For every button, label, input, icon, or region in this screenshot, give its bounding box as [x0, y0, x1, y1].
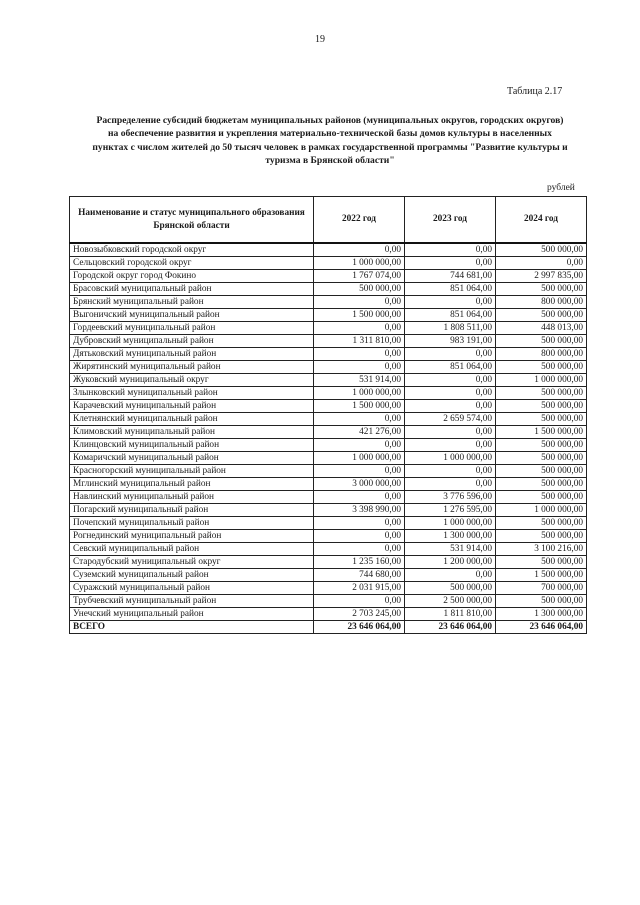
table-row	[70, 322, 587, 335]
value-2023: 851 064,00	[405, 283, 496, 296]
municipality-name: Унечский муниципальный район	[70, 608, 314, 621]
table-header-row	[70, 197, 587, 244]
value-2023: 0,00	[405, 348, 496, 361]
municipality-name: Жирятинский муниципальный район	[70, 361, 314, 374]
value-2024: 500 000,00	[496, 361, 587, 374]
title-line: пунктах с числом жителей до 50 тысяч человек в рамках государственной программы "Развитие культуры и	[92, 141, 568, 153]
value-2022: 1 000 000,00	[314, 387, 405, 400]
value-2023: 0,00	[405, 569, 496, 582]
value-2022: 0,00	[314, 361, 405, 374]
value-2023: 983 191,00	[405, 335, 496, 348]
value-2024: 1 000 000,00	[496, 374, 587, 387]
municipality-name: Карачевский муниципальный район	[70, 400, 314, 413]
value-2024: 1 500 000,00	[496, 426, 587, 439]
value-2023: 3 776 596,00	[405, 491, 496, 504]
municipality-name: Жуковский муниципальный округ	[70, 374, 314, 387]
table-row	[70, 283, 587, 296]
value-2024: 500 000,00	[496, 413, 587, 426]
value-2022: 0,00	[314, 530, 405, 543]
value-2022: 1 500 000,00	[314, 309, 405, 322]
total-value: 23 646 064,00	[496, 621, 587, 634]
municipality-name: Новозыбковский городской округ	[70, 243, 314, 257]
table-row	[70, 582, 587, 595]
municipality-name: Почепский муниципальный район	[70, 517, 314, 530]
value-2022: 3 398 990,00	[314, 504, 405, 517]
value-2023: 1 811 810,00	[405, 608, 496, 621]
table-row	[70, 569, 587, 582]
header-2024: 2024 год	[496, 197, 587, 244]
value-2023: 1 000 000,00	[405, 517, 496, 530]
value-2022: 1 311 810,00	[314, 335, 405, 348]
header-municipality: Наименование и статус муниципального образования Брянской области	[70, 197, 314, 244]
table-body	[70, 243, 587, 634]
municipality-name: Гордеевский муниципальный район	[70, 322, 314, 335]
municipality-name: Городской округ город Фокино	[70, 270, 314, 283]
value-2024: 500 000,00	[496, 387, 587, 400]
value-2024: 1 500 000,00	[496, 569, 587, 582]
value-2023: 744 681,00	[405, 270, 496, 283]
total-value: 23 646 064,00	[405, 621, 496, 634]
total-row	[70, 621, 587, 634]
value-2022: 1 235 160,00	[314, 556, 405, 569]
table-row	[70, 543, 587, 556]
value-2024: 500 000,00	[496, 465, 587, 478]
municipality-name: Комаричский муниципальный район	[70, 452, 314, 465]
value-2023: 500 000,00	[405, 582, 496, 595]
value-2024: 500 000,00	[496, 491, 587, 504]
value-2024: 500 000,00	[496, 283, 587, 296]
value-2024: 500 000,00	[496, 309, 587, 322]
municipality-name: Мглинский муниципальный район	[70, 478, 314, 491]
value-2024: 500 000,00	[496, 243, 587, 257]
value-2022: 0,00	[314, 517, 405, 530]
value-2022: 2 031 915,00	[314, 582, 405, 595]
total-value: 23 646 064,00	[314, 621, 405, 634]
value-2022: 1 767 074,00	[314, 270, 405, 283]
value-2023: 1 200 000,00	[405, 556, 496, 569]
value-2023: 0,00	[405, 257, 496, 270]
municipality-name: Злынковский муниципальный район	[70, 387, 314, 400]
value-2022: 0,00	[314, 243, 405, 257]
table-row	[70, 465, 587, 478]
value-2024: 500 000,00	[496, 439, 587, 452]
table-row	[70, 517, 587, 530]
value-2022: 744 680,00	[314, 569, 405, 582]
table-row	[70, 387, 587, 400]
value-2024: 500 000,00	[496, 335, 587, 348]
value-2024: 1 300 000,00	[496, 608, 587, 621]
municipality-name: Клетнянский муниципальный район	[70, 413, 314, 426]
table-row	[70, 608, 587, 621]
table-row	[70, 270, 587, 283]
value-2022: 0,00	[314, 322, 405, 335]
table-row	[70, 413, 587, 426]
value-2023: 1 300 000,00	[405, 530, 496, 543]
value-2024: 800 000,00	[496, 296, 587, 309]
municipality-name: Рогнединский муниципальный район	[70, 530, 314, 543]
value-2024: 2 997 835,00	[496, 270, 587, 283]
value-2024: 3 100 216,00	[496, 543, 587, 556]
value-2022: 0,00	[314, 348, 405, 361]
value-2022: 1 500 000,00	[314, 400, 405, 413]
municipality-name: Навлинский муниципальный район	[70, 491, 314, 504]
value-2022: 0,00	[314, 491, 405, 504]
value-2023: 0,00	[405, 374, 496, 387]
value-2024: 500 000,00	[496, 452, 587, 465]
value-2024: 500 000,00	[496, 556, 587, 569]
value-2022: 2 703 245,00	[314, 608, 405, 621]
value-2023: 2 659 574,00	[405, 413, 496, 426]
table-row	[70, 556, 587, 569]
table-row	[70, 400, 587, 413]
value-2023: 851 064,00	[405, 361, 496, 374]
municipality-name: Дятьковский муниципальный район	[70, 348, 314, 361]
value-2023: 2 500 000,00	[405, 595, 496, 608]
value-2023: 531 914,00	[405, 543, 496, 556]
header-2022: 2022 год	[314, 197, 405, 244]
value-2022: 500 000,00	[314, 283, 405, 296]
document-title	[70, 114, 590, 167]
table-row	[70, 595, 587, 608]
table-row	[70, 243, 587, 257]
title-line: на обеспечение развития и укрепления материально-технической базы домов культуры в населенных	[108, 128, 552, 140]
value-2023: 0,00	[405, 465, 496, 478]
table-row	[70, 426, 587, 439]
table-row	[70, 309, 587, 322]
table-row	[70, 374, 587, 387]
value-2024: 800 000,00	[496, 348, 587, 361]
value-2023: 1 276 595,00	[405, 504, 496, 517]
table-row	[70, 452, 587, 465]
value-2023: 0,00	[405, 243, 496, 257]
header-2023: 2023 год	[405, 197, 496, 244]
units-label: рублей	[547, 183, 575, 193]
table-row	[70, 257, 587, 270]
value-2023: 0,00	[405, 426, 496, 439]
value-2024: 500 000,00	[496, 517, 587, 530]
value-2022: 1 000 000,00	[314, 452, 405, 465]
table-row	[70, 439, 587, 452]
value-2024: 500 000,00	[496, 530, 587, 543]
title-line: Распределение субсидий бюджетам муниципальных районов (муниципальных округов, городских округов)	[96, 115, 564, 126]
table-row	[70, 504, 587, 517]
value-2022: 0,00	[314, 413, 405, 426]
total-label: ВСЕГО	[70, 621, 314, 634]
value-2022: 531 914,00	[314, 374, 405, 387]
municipality-name: Брасовский муниципальный район	[70, 283, 314, 296]
value-2022: 421 276,00	[314, 426, 405, 439]
value-2023: 0,00	[405, 478, 496, 491]
table-row	[70, 478, 587, 491]
value-2023: 0,00	[405, 296, 496, 309]
table-row	[70, 491, 587, 504]
value-2023: 0,00	[405, 400, 496, 413]
value-2022: 0,00	[314, 543, 405, 556]
value-2022: 3 000 000,00	[314, 478, 405, 491]
value-2022: 0,00	[314, 439, 405, 452]
table-row	[70, 335, 587, 348]
title-line: туризма в Брянской области"	[265, 154, 395, 166]
subsidy-table	[69, 196, 587, 634]
value-2023: 851 064,00	[405, 309, 496, 322]
value-2022: 1 000 000,00	[314, 257, 405, 270]
table-row	[70, 530, 587, 543]
municipality-name: Выгоничский муниципальный район	[70, 309, 314, 322]
value-2024: 0,00	[496, 257, 587, 270]
value-2023: 1 000 000,00	[405, 452, 496, 465]
value-2022: 0,00	[314, 595, 405, 608]
value-2024: 500 000,00	[496, 595, 587, 608]
municipality-name: Дубровский муниципальный район	[70, 335, 314, 348]
table-label: Таблица 2.17	[507, 86, 563, 97]
value-2024: 700 000,00	[496, 582, 587, 595]
value-2023: 0,00	[405, 439, 496, 452]
table-row	[70, 361, 587, 374]
municipality-name: Климовский муниципальный район	[70, 426, 314, 439]
value-2024: 1 000 000,00	[496, 504, 587, 517]
municipality-name: Красногорский муниципальный район	[70, 465, 314, 478]
table-row	[70, 296, 587, 309]
page-number: 19	[315, 34, 325, 45]
value-2023: 1 808 511,00	[405, 322, 496, 335]
value-2022: 0,00	[314, 296, 405, 309]
municipality-name: Суземский муниципальный район	[70, 569, 314, 582]
municipality-name: Стародубский муниципальный округ	[70, 556, 314, 569]
municipality-name: Брянский муниципальный район	[70, 296, 314, 309]
value-2023: 0,00	[405, 387, 496, 400]
municipality-name: Клинцовский муниципальный район	[70, 439, 314, 452]
value-2024: 500 000,00	[496, 400, 587, 413]
municipality-name: Суражский муниципальный район	[70, 582, 314, 595]
table-row	[70, 348, 587, 361]
value-2024: 448 013,00	[496, 322, 587, 335]
municipality-name: Севский муниципальный район	[70, 543, 314, 556]
value-2022: 0,00	[314, 465, 405, 478]
municipality-name: Погарский муниципальный район	[70, 504, 314, 517]
municipality-name: Сельцовский городской округ	[70, 257, 314, 270]
municipality-name: Трубчевский муниципальный район	[70, 595, 314, 608]
value-2024: 500 000,00	[496, 478, 587, 491]
